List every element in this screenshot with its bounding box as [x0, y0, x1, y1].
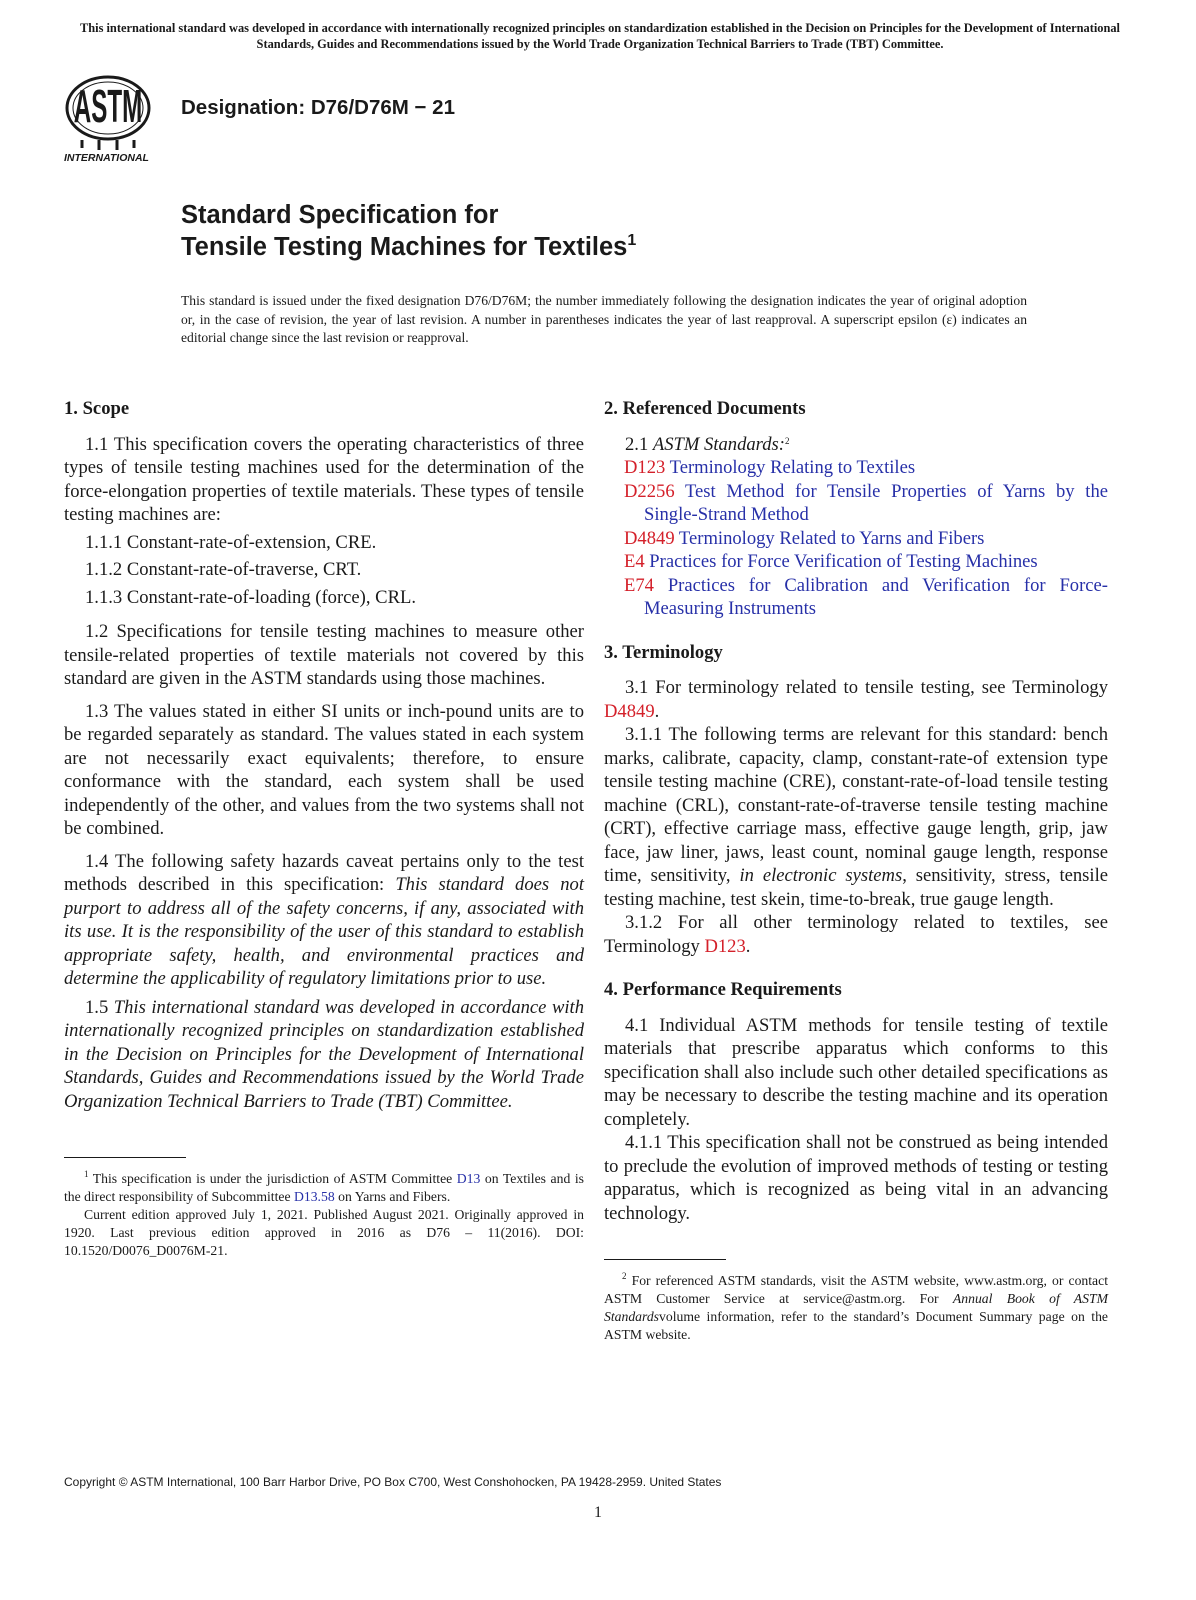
- title-line-2: Tensile Testing Machines for Textiles$^1$: [181, 232, 637, 261]
- paragraph-1-1: 1.1 This specification covers the operating characteristics of three types of tensile testing machines used for the determination of the force-elongation properties of textile materials. These types of tensile testing machines are:: [64, 433, 584, 525]
- paragraph-3-1-1: 3.1.1 The following terms are relevant for this standard: bench marks, calibrate, capacity, clamp, constant-rate-of extension type tensile testing machine (CRE), constant-rate-of-load tensile testing machine (CRL), constant-rate-of-traverse tensile testing machine (CRT), effective carriage mass, effective gauge length, grip, jaw face, jaw liner, jaws, least count, nominal gauge length, response time, sensitivity, in electronic systems, sensitivity, stress, tensile testing machine, test skein, time-to-break, true gauge length.: [604, 724, 1109, 910]
- footnote-1-edition: Current edition approved July 1, 2021. Published August 2021. Originally approved in 1920. Last previous edition approved in 2016 as D76 – 11(2016). DOI: 10.1520/D0076_D0076M-21.: [64, 1207, 584, 1258]
- footnote-rule-1: [64, 1157, 186, 1158]
- section-heading-referenced-documents: 2. Referenced Documents: [604, 398, 806, 419]
- paragraph-1-1-1: 1.1.1 Constant-rate-of-extension, CRE.: [85, 531, 377, 553]
- logo-subtitle: INTERNATIONAL: [64, 152, 149, 164]
- paragraph-4-1-1: 4.1.1 This specification shall not be construed as being intended to preclude the evolution of improved methods of testing or testing apparatus, which is recognized as being vital in an advancing technology.: [604, 1132, 1108, 1224]
- astm-logo: [62, 70, 172, 166]
- svg-text:ASTM: ASTM: [73, 80, 143, 132]
- paragraph-3-1-2: 3.1.2 For all other terminology related to textiles, see Terminology D123.: [604, 912, 1108, 957]
- footnote-2: $^2$ For referenced ASTM standards, visit the ASTM website, www.astm.org, or contact ASTM Customer Service at service@astm.org. For Annual Book of ASTM Standardsvolume information, refer to the standard’s Document Summary page on the ASTM website.: [604, 1271, 1109, 1342]
- reference-e4[interactable]: E4 Practices for Force Verification of Testing Machines: [624, 551, 1038, 572]
- footnote-1: $^1$ This specification is under the jurisdiction of ASTM Committee D13 on Textiles and is the direct responsibility of Subcommittee D13.58 on Yarns and Fibers.: [64, 1169, 584, 1204]
- link-d123[interactable]: D123: [704, 935, 746, 957]
- link-d13-58[interactable]: D13.58: [293, 1189, 335, 1204]
- left-column: [64, 397, 584, 1260]
- issued-note: This standard is issued under the fixed designation D76/D76M; the number immediately following the designation indicates the year of original adoption or, in the case of revision, the year of last revision. A number in parentheses indicates the year of last reapproval. A superscript epsilon (ε) indicates an editorial change since the last revision or reapproval.: [181, 293, 1027, 345]
- astm-standards-label: 2.1 ASTM Standards:$^2$: [625, 433, 790, 455]
- paragraph-1-2: 1.2 Specifications for tensile testing machines to measure other tensile-related properties of textile materials not covered by this standard are given in the ASTM standards using those machines.: [64, 621, 584, 689]
- reference-d4849[interactable]: D4849 Terminology Related to Yarns and Fibers: [624, 527, 985, 549]
- paragraph-1-1-2: 1.1.2 Constant-rate-of-traverse, CRT.: [85, 559, 362, 580]
- paragraph-1-4: 1.4 The following safety hazards caveat pertains only to the test methods described in this specification: This standard does not purport to address all of the safety concerns, if any, associated with its use. It is the responsibility of the user of this standard to establish appropriate safety, health, and environmental practices and determine the applicability of regulatory limitations prior to use.: [64, 850, 584, 989]
- paragraph-4-1: 4.1 Individual ASTM methods for tensile testing of textile materials that prescribe apparatus which conforms to this specification shall also include such other detailed specifications as may be necessary to describe the testing machine and its operation completely.: [604, 1014, 1108, 1130]
- paragraph-1-5: 1.5 This international standard was developed in accordance with internationally recognized principles on standardization established in the Decision on Principles for the Development of International Standards, Guides and Recommendations issued by the World Trade Organization Technical Barriers to Trade (TBT) Committee.: [64, 996, 585, 1112]
- section-heading-scope: 1. Scope: [64, 398, 130, 419]
- footnote-rule-2: [604, 1259, 726, 1260]
- paragraph-1-1-3: 1.1.3 Constant-rate-of-loading (force), CRL.: [85, 586, 416, 608]
- reference-d2256[interactable]: D2256 Test Method for Tensile Properties of Yarns by the Single-Strand Method: [624, 480, 1108, 525]
- section-heading-performance: 4. Performance Requirements: [604, 979, 842, 1000]
- document-title: [181, 199, 636, 263]
- paragraph-1-3: 1.3 The values stated in either SI units or inch-pound units are to be regarded separately as standard. The values stated in each system are not necessarily exact equivalents; therefore, to ensure conformance with the standard, each system shall be used independently of the other, and values from the two systems shall not be combined.: [64, 700, 584, 839]
- paragraph-3-1: 3.1 For terminology related to tensile testing, see Terminology D4849.: [604, 677, 1108, 722]
- link-d13[interactable]: D13: [456, 1171, 481, 1186]
- reference-d123[interactable]: D123 Terminology Relating to Textiles: [624, 457, 916, 478]
- title-footnote-mark: 1: [627, 232, 637, 249]
- copyright: Copyright © ASTM International, 100 Barr Harbor Drive, PO Box C700, West Conshohocken, PA 19428-2959. United States: [64, 1475, 722, 1489]
- reference-e74[interactable]: E74 Practices for Calibration and Verification for Force-Measuring Instruments: [624, 574, 1108, 619]
- page-number: 1: [594, 1504, 602, 1521]
- wto-notice: This international standard was developed in accordance with internationally recognized principles on standardization established in the Decision on Principles for the Development of International Standards, Guides and Recommendations issued by the World Trade Organization Technical Barriers to Trade (TBT) Committee.: [79, 21, 1121, 51]
- title-line-1: Standard Specification for: [181, 201, 499, 229]
- designation: Designation: D76/D76M − 21: [181, 96, 455, 119]
- right-column: [604, 397, 1108, 1344]
- link-d4849[interactable]: D4849: [604, 700, 655, 722]
- section-heading-terminology: 3. Terminology: [604, 641, 723, 663]
